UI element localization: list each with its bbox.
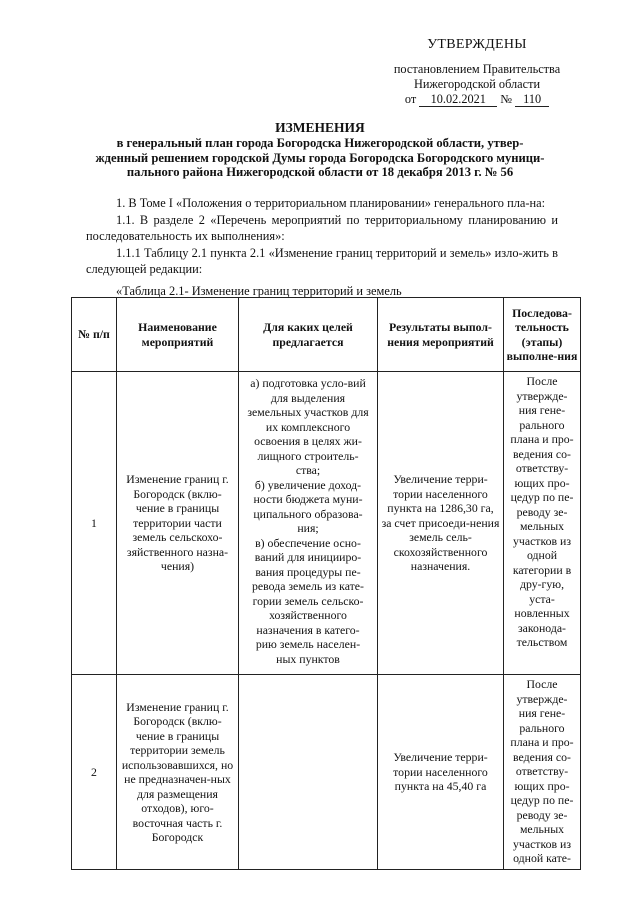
heading-subtitle-3: пального района Нижегородской области от 18 декабря 2013 г. № 56 xyxy=(126,165,514,179)
header-result: Результаты выпол-нения мероприятий xyxy=(378,298,504,372)
measures-table xyxy=(71,297,581,870)
document-heading xyxy=(75,120,565,180)
cell-name: Изменение границ г. Богородск (вклю-чение в границы территории земель использовавшихся, но не предназначен-ных для размещения отходов), юго-восточная часть г. Богородск xyxy=(117,675,239,870)
cell-num: 2 xyxy=(72,675,117,870)
number-label: № xyxy=(500,92,513,106)
from-label: от xyxy=(404,92,417,106)
table-row xyxy=(72,675,581,870)
paragraph: 1.1.1 Таблицу 2.1 пункта 2.1 «Изменение границ территорий и земель» изло-жить в следующей редакции: xyxy=(86,246,558,276)
header-purpose: Для каких целей предлагается xyxy=(239,298,378,372)
body-paragraphs xyxy=(86,196,558,279)
cell-result: Увеличение терри-тории населенного пункта на 1286,30 га, за счет присоеди-нения земель сель-скохозяйственного назначения. xyxy=(378,372,504,675)
approval-line-1: постановлением Правительства xyxy=(393,62,561,76)
table-caption: «Таблица 2.1- Изменение границ территорий и земель xyxy=(116,284,402,298)
approval-block xyxy=(372,0,582,107)
heading-subtitle-1: в генеральный план города Богородска Нижегородской области, утвер- xyxy=(116,136,524,150)
approval-title: УТВЕРЖДЕНЫ xyxy=(427,37,527,52)
cell-purpose: а) подготовка усло-вий для выделения земельных участков для их комплексного освоения в целях жи-лищного строитель-ства; б) увеличение доход-ности бюджета муни-ципального образова-ния; в) обеспечение осно-ваний для иницииро-вания процедуры пе-ревода земель из кате-гории земель сельско-хозяйственного назначения в катего-рию земель населен-ных пунктов xyxy=(239,372,378,675)
approval-line-2: Нижегородской области xyxy=(413,77,541,91)
header-name: Наименование мероприятий xyxy=(117,298,239,372)
heading-subtitle-2: жденный решением городской Думы города Богородска Богородского муници- xyxy=(95,150,545,165)
cell-stages: После утвержде-ния гене-рального плана и про-ведения со-ответству-ющих про-цедур по пе-реводу зе-мельных участков из одной категории в дру-гую, уста-новленных законода-тельством xyxy=(504,372,581,675)
cell-name: Изменение границ г. Богородск (вклю-чение в границы территории части земель сельскохо-зяйственного назна-чения) xyxy=(117,372,239,675)
table-row xyxy=(72,372,581,675)
cell-stages: После утвержде-ния гене-рального плана и про-ведения со-ответству-ющих про-цедур по пе-реводу зе-мельных участков из одной кате- xyxy=(504,675,581,870)
table-header-row xyxy=(72,298,581,372)
paragraph: 1. В Томе I «Положения о территориальном планировании» генерального пла-на: xyxy=(116,196,546,210)
cell-result: Увеличение терри-тории населенного пункта на 45,40 га xyxy=(378,675,504,870)
header-num: № п/п xyxy=(72,298,117,372)
approval-date: 10.02.2021 xyxy=(419,93,497,107)
paragraph: 1.1. В разделе 2 «Перечень мероприятий по территориальному планированию и последовательность их выполнения»: xyxy=(86,213,558,243)
cell-num: 1 xyxy=(72,372,117,675)
approval-number: 110 xyxy=(515,93,549,107)
header-stages: Последова-тельность (этапы) выполне-ния xyxy=(504,298,581,372)
heading-title: ИЗМЕНЕНИЯ xyxy=(275,120,365,135)
cell-purpose xyxy=(239,675,378,870)
approval-date-line xyxy=(372,92,582,107)
